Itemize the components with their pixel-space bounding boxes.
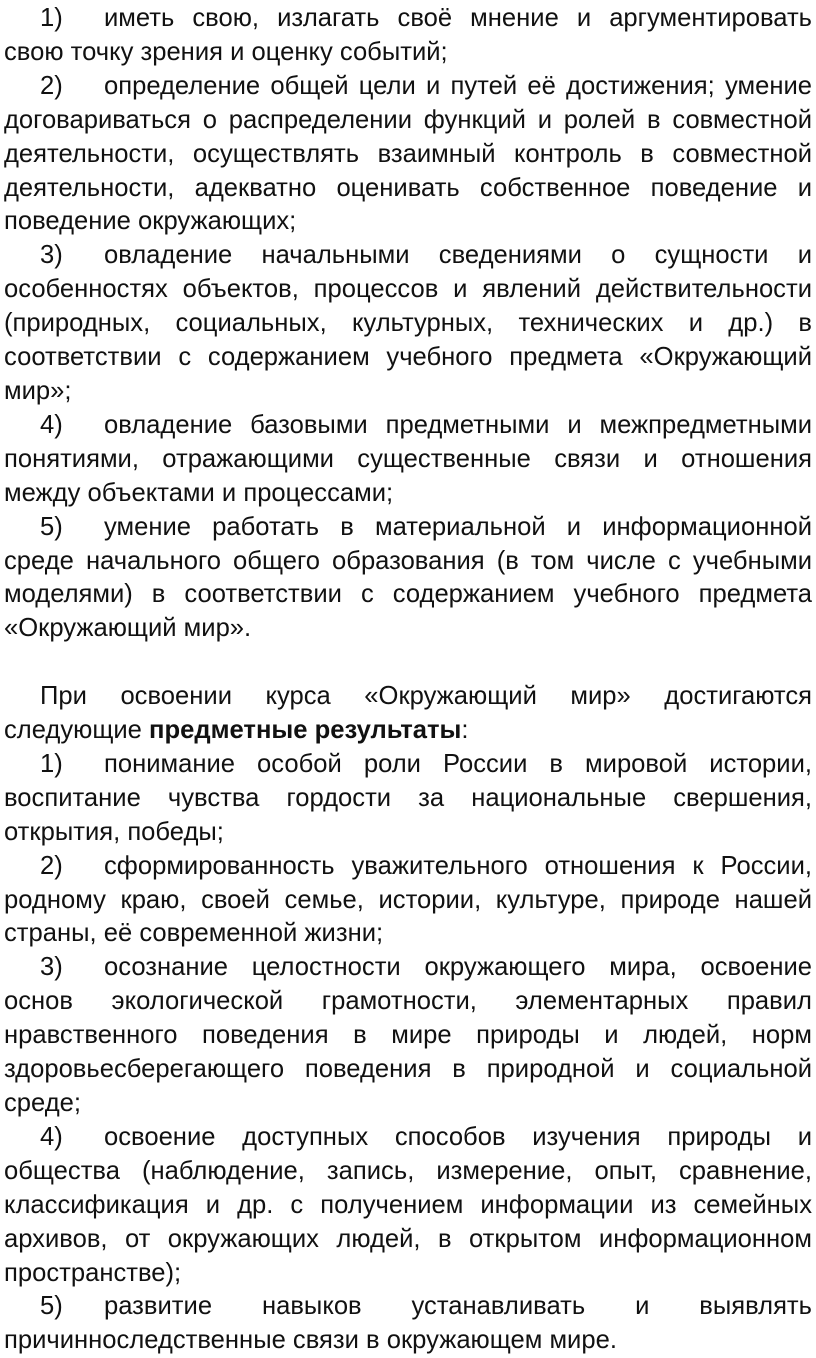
item-text: сформированность уважительного отношения к России, родному краю, своей семье, истории, культуре, природе нашей страны, её современной жизни; <box>4 851 812 948</box>
list-item <box>4 1121 812 1291</box>
list-item <box>4 1290 812 1358</box>
item-text: умение работать в материальной и информационной среде начального общего образования (в том числе с учебными моделями) в соответствии с содержанием учебного предмета «Окружающий мир». <box>4 512 812 643</box>
intro-colon: : <box>461 716 469 745</box>
item-text: развитие навыков устанавливать и выявлять причинноследственные связи в окружающем мире. <box>4 1292 812 1355</box>
item-text: понимание особой роли России в мировой истории, воспитание чувства гордости за национальные свершения, открытия, победы; <box>4 749 812 846</box>
paragraph-spacer <box>4 646 812 680</box>
intro-bold-text: предметные результаты <box>149 716 462 745</box>
list-item <box>4 951 812 1121</box>
list-item <box>4 239 812 409</box>
list-item <box>4 409 812 511</box>
intro-text: При освоении курса «Окружающий мир» достигаются следующие <box>4 682 812 745</box>
item-number: 2) <box>40 851 63 880</box>
item-text: овладение начальными сведениями о сущности и особенностях объектов, процессов и явлений действительности (природных, социальных, культурных, технических и др.) в соответствии с содержанием учебного предмета «Окружающий мир»; <box>4 241 812 405</box>
item-text: освоение доступных способов изучения природы и общества (наблюдение, запись, измерение, опыт, сравнение, классификация и др. с получением информации из семейных архивов, от окружающих людей, в открытом информационном пространстве); <box>4 1122 812 1287</box>
item-text: осознание целостности окружающего мира, освоение основ экологической грамотности, элементарных правил нравственного поведения в мире природы и людей, норм здоровьесберегающего поведения в природной и социальной среде; <box>4 953 812 1117</box>
item-text: овладение базовыми предметными и межпредметными понятиями, отражающими существенные связи и отношения между объектами и процессами; <box>4 410 812 507</box>
list-item <box>4 70 812 240</box>
list-item <box>4 850 812 952</box>
list-item <box>4 748 812 850</box>
item-number: 3) <box>40 953 63 982</box>
item-text: определение общей цели и путей её достижения; умение договариваться о распределении функций и ролей в совместной деятельности, осуществлять взаимный контроль в совместной деятельности, адекватно оценивать собственное поведение и поведение окружающих; <box>4 71 812 236</box>
item-number: 1) <box>40 749 63 778</box>
list-item <box>4 511 812 647</box>
item-number: 3) <box>40 241 63 270</box>
item-number: 4) <box>40 1122 63 1151</box>
item-text: иметь свою, излагать своё мнение и аргументировать свою точку зрения и оценку событий; <box>4 4 812 66</box>
document-page <box>4 2 812 1358</box>
item-number: 5) <box>40 512 63 541</box>
list-item <box>4 2 812 70</box>
section-intro <box>4 680 812 748</box>
item-number: 2) <box>40 71 63 100</box>
item-number: 4) <box>40 410 63 439</box>
item-number: 1) <box>40 4 63 32</box>
item-number: 5) <box>40 1292 63 1321</box>
